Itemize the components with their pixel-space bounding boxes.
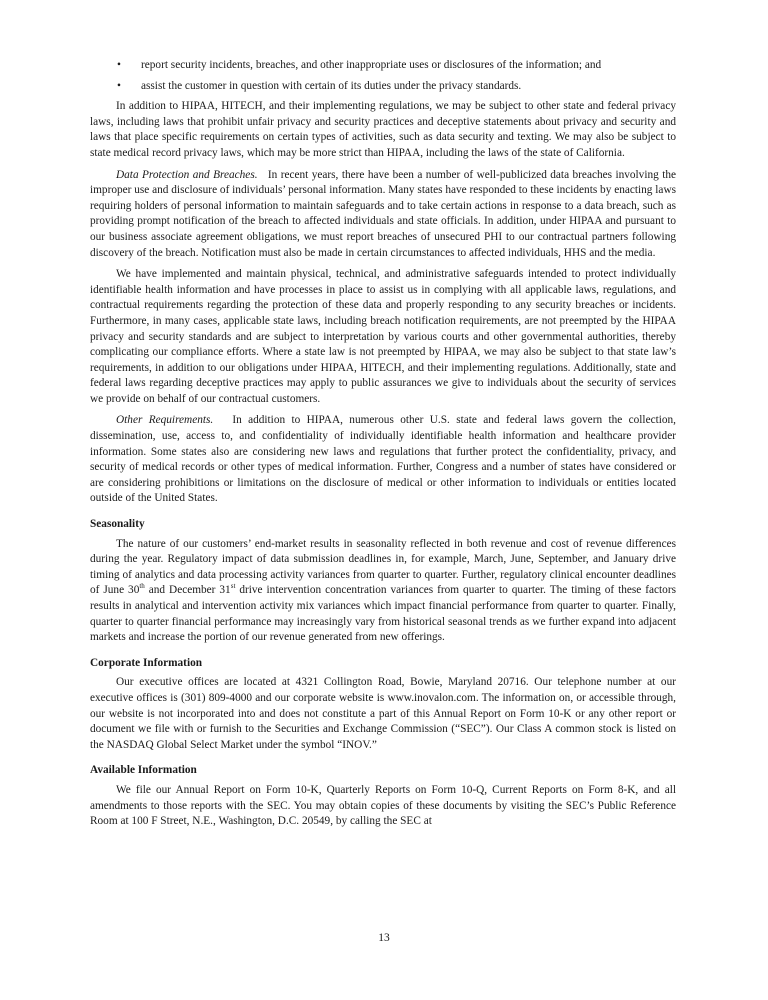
paragraph-available-information: We file our Annual Report on Form 10-K, Quarterly Reports on Form 10-Q, Current Reports on Form 8-K, and all amendments to those reports with the SEC. You may obtain copies of these documents by visiting the SEC’s Public Reference Room at 100 F Street, N.E., Washington, D.C. 20549, by calling the SEC at — [90, 783, 676, 828]
list-item-text: assist the customer in question with certain of its duties under the privacy standards. — [141, 79, 522, 92]
paragraph-data-protection — [90, 168, 676, 262]
paragraph-safeguards: We have implemented and maintain physical, technical, and administrative safeguards intended to protect individually identifiable health information and have processes in place to assist us in complying with all applicable laws, regulations, and contractual requirements regarding the protection of these data and properly responding to any security breaches or incidents. Furthermore, in many cases, applicable state laws, including breach notification requirements, are not preempted by the HIPAA privacy and security standards and are subject to interpretation by various courts and other governmental authorities, thereby complicating our compliance efforts. Where a state law is not preempted by HIPAA, we may also be subject to that state law’s requirements, in addition to our obligations under HIPAA, HITECH, and their implementing regulations. Additionally, state and federal laws regarding deceptive practices may apply to public assurances we give to individuals about the security of services we provide on behalf of our contractual customers. — [90, 268, 676, 405]
list-item — [90, 79, 676, 95]
runin-heading-data-protection: Data Protection and Breaches. — [116, 168, 258, 181]
paragraph-other-requirements — [90, 413, 676, 507]
superscript: st — [230, 582, 236, 591]
list-item-text: report security incidents, breaches, and other inappropriate uses or disclosures of the information; and — [141, 59, 602, 71]
runin-heading-other-requirements: Other Requirements. — [116, 414, 214, 427]
paragraph-text: In recent years, there have been a number of well-publicized data breaches involving the improper use and disclosure of individuals’ personal information. Many states have responded to these incidents by enacting laws requiring holders of personal information to maintain safeguards and to take certain actions in response to a data breach, such as providing prompt notification of the breach to affected individuals and state officials. In addition, under HIPAA and pursuant to our business associate agreement obligations, we must report breaches of unsecured PHI to our contractual partners following discovery of the breach. Notification must also be made in certain circumstances to affected individuals, HHS and the media. — [90, 168, 677, 259]
paragraph-corporate-information: Our executive offices are located at 4321 Collington Road, Bowie, Maryland 20716. Our telephone number at our executive offices is (301) 809-4000 and our corporate website is www.inovalon.com. The information on, or accessible through, our website is not incorporated into and does not constitute a part of this Annual Report on Form 10-K or any other report or document we file with or furnish to the Securities and Exchange Commission (“SEC”). Our Class A common stock is listed on the NASDAQ Global Select Market under the symbol “INOV.” — [90, 676, 676, 751]
section-heading-seasonality: Seasonality — [90, 518, 145, 531]
paragraph-seasonality — [90, 537, 676, 646]
bullet-icon: • — [117, 59, 121, 71]
superscript: th — [139, 582, 145, 591]
section-heading-available-information: Available Information — [90, 764, 197, 777]
paragraph-text: and December 31 — [144, 584, 231, 597]
bullet-list — [90, 58, 676, 94]
list-item — [90, 58, 676, 74]
document-page — [90, 58, 676, 836]
page-number: 13 — [378, 932, 390, 944]
paragraph-text: drive intervention concentration variances from quarter to quarter. The timing of these factors results in analytical and intervention activity mix variances which impact financial performance from quarter to quarter. Finally, quarter to quarter financial performance may increasingly vary from historical seasonal trends as we further expand into adjacent markets and increase the portion of our revenue generated from new offerings. — [90, 584, 676, 644]
paragraph-state-privacy-laws: In addition to HIPAA, HITECH, and their implementing regulations, we may be subject to other state and federal privacy laws, including laws that prohibit unfair privacy and security practices and deceptive statements about privacy and security and laws that place specific requirements on certain types of activities, such as data security and texting. We may also be subject to state medical record privacy laws, which may be more strict than HIPAA, including the laws of the state of California. — [90, 100, 676, 159]
bullet-icon: • — [117, 79, 121, 92]
paragraph-text: The nature of our customers’ end-market results in seasonality reflected in both revenue and cost of revenue differences during the year. Regulatory impact of data submission deadlines in, for example, March, June, September, and January drive timing of analytics and data processing activity variances from quarter to quarter. Further, regulatory clinical encounter deadlines of June 30 — [90, 537, 676, 597]
paragraph-text: In addition to HIPAA, numerous other U.S. state and federal laws govern the collection, dissemination, use, access to, and confidentiality of individually identifiable health information and healthcare provider information. Some states also are considering new laws and regulations that further protect the confidentiality, privacy, and security of medical records or other types of medical information. Further, Congress and a number of states have considered or are considering prohibitions or limitations on the disclosure of medical or other information to individuals or entities located outside of the United States. — [90, 414, 676, 505]
section-heading-corporate-information: Corporate Information — [90, 656, 203, 669]
